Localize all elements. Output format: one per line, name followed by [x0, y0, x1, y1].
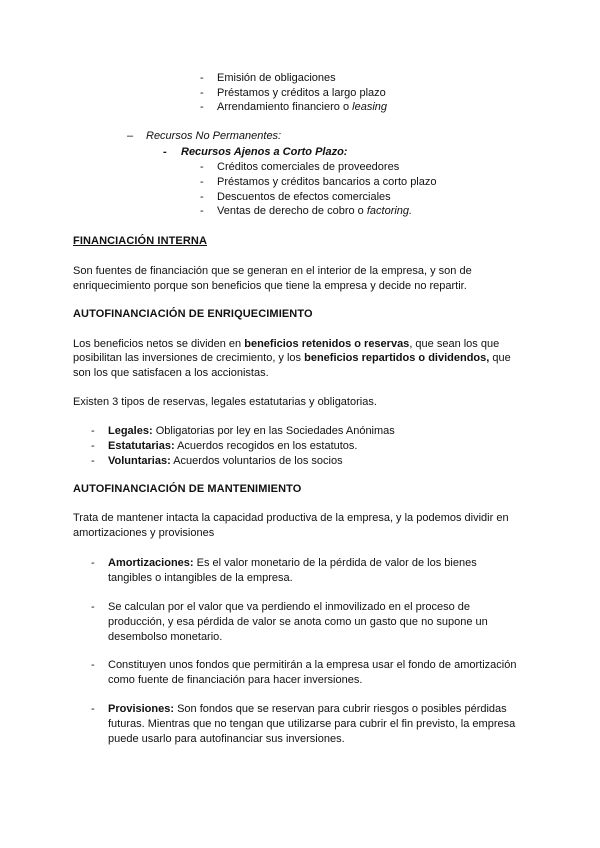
list-item-line: tangibles o intangibles de la empresa.: [108, 572, 293, 584]
list-dash: -: [200, 205, 204, 217]
list-dash: -: [91, 601, 95, 613]
list-dash: –: [127, 130, 134, 142]
heading-autofinanciacion-mantenimiento: AUTOFINANCIACIÓN DE MANTENIMIENTO: [73, 483, 302, 495]
list-item-line: producción, y esa pérdida de valor se anota como un gasto que no supone un: [108, 616, 488, 628]
list-item-text: Arrendamiento financiero o: [217, 101, 353, 113]
paragraph-line: Trata de mantener intacta la capacidad productiva de la empresa, y la podemos dividir en: [73, 512, 509, 524]
list-item-ventas: [217, 204, 412, 218]
paragraph-line: son los que satisfacen a los accionistas.: [73, 367, 269, 379]
text-run: Acuerdos voluntarios de los socios: [170, 455, 343, 467]
list-item-prestamos-corto: Préstamos y créditos bancarios a corto plazo: [217, 176, 437, 188]
list-dash: -: [91, 440, 95, 452]
list-item-italic: factoring.: [366, 205, 413, 217]
list-dash: -: [200, 101, 204, 113]
paragraph-line: [73, 351, 511, 365]
list-dash: -: [163, 146, 167, 158]
list-dash: -: [91, 455, 95, 467]
list-item-line: futuras. Mientras que no tengan que utilizarse para cubrir el fin previsto, la empresa: [108, 718, 516, 730]
list-dash: -: [200, 87, 204, 99]
list-item-estatutarias: [108, 439, 357, 453]
list-item-descuentos: Descuentos de efectos comerciales: [217, 191, 391, 203]
bold-run: beneficios repartidos o dividendos,: [304, 352, 490, 364]
list-item-line: como fuente de financiación para hacer inversiones.: [108, 674, 363, 686]
list-item-arrendamiento: [217, 100, 387, 114]
text-run: Es el valor monetario de la pérdida de valor de los bienes: [193, 557, 477, 569]
text-run: Son fondos que se reservan para cubrir riesgos o posibles pérdidas: [174, 703, 507, 715]
heading-financiacion-interna: FINANCIACIÓN INTERNA: [73, 235, 207, 247]
list-item-line: Constituyen unos fondos que permitirán a la empresa usar el fondo de amortización: [108, 659, 517, 671]
list-dash: -: [200, 72, 204, 84]
bold-run: beneficios retenidos o reservas: [244, 338, 410, 350]
paragraph-line: amortizaciones y provisiones: [73, 527, 215, 539]
bold-run: Provisiones:: [108, 703, 175, 715]
list-item-emision: Emisión de obligaciones: [217, 72, 336, 84]
list-dash: -: [91, 659, 95, 671]
ajenos-corto-plazo-label: Recursos Ajenos a Corto Plazo:: [181, 146, 348, 158]
list-item-voluntarias: [108, 454, 343, 468]
list-item-provisiones: [108, 702, 507, 716]
paragraph-line: Son fuentes de financiación que se generan en el interior de la empresa, y son de: [73, 265, 472, 277]
list-item-line: puede usarlo para autofinanciar sus inversiones.: [108, 733, 345, 745]
list-dash: -: [91, 703, 95, 715]
no-permanentes-label: Recursos No Permanentes:: [146, 130, 282, 142]
paragraph-line: [73, 337, 499, 351]
text-run: Obligatorias por ley en las Sociedades Anónimas: [152, 425, 395, 437]
list-item-line: Se calculan por el valor que va perdiendo el inmovilizado en el proceso de: [108, 601, 471, 613]
paragraph-line: enriquecimiento porque son beneficios que tiene la empresa y decide no repartir.: [73, 280, 467, 292]
list-item-text: Ventas de derecho de cobro o: [217, 205, 367, 217]
list-item-italic: leasing: [352, 101, 387, 113]
text-run: posibilitan las inversiones de crecimiento, y los: [73, 352, 305, 364]
bold-run: Estatutarias:: [108, 440, 175, 452]
heading-autofinanciacion-enriquecimiento: AUTOFINANCIACIÓN DE ENRIQUECIMIENTO: [73, 308, 313, 320]
list-item-prestamos-largo: Préstamos y créditos a largo plazo: [217, 87, 386, 99]
text-run: que: [489, 352, 511, 364]
bold-run: Amortizaciones:: [108, 557, 194, 569]
text-run: Acuerdos recogidos en los estatutos.: [174, 440, 358, 452]
list-dash: -: [200, 191, 204, 203]
list-dash: -: [91, 557, 95, 569]
list-item-creditos-comerciales: Créditos comerciales de proveedores: [217, 161, 400, 173]
bold-run: Voluntarias:: [108, 455, 171, 467]
text-run: , que sean los que: [409, 338, 500, 350]
list-dash: -: [200, 161, 204, 173]
list-item-legales: [108, 424, 395, 438]
list-dash: -: [200, 176, 204, 188]
list-item-line: desembolso monetario.: [108, 631, 223, 643]
list-dash: -: [91, 425, 95, 437]
list-item-amortizaciones: [108, 556, 477, 570]
text-run: Los beneficios netos se dividen en: [73, 338, 245, 350]
paragraph-line: Existen 3 tipos de reservas, legales estatutarias y obligatorias.: [73, 396, 377, 408]
bold-run: Legales:: [108, 425, 153, 437]
